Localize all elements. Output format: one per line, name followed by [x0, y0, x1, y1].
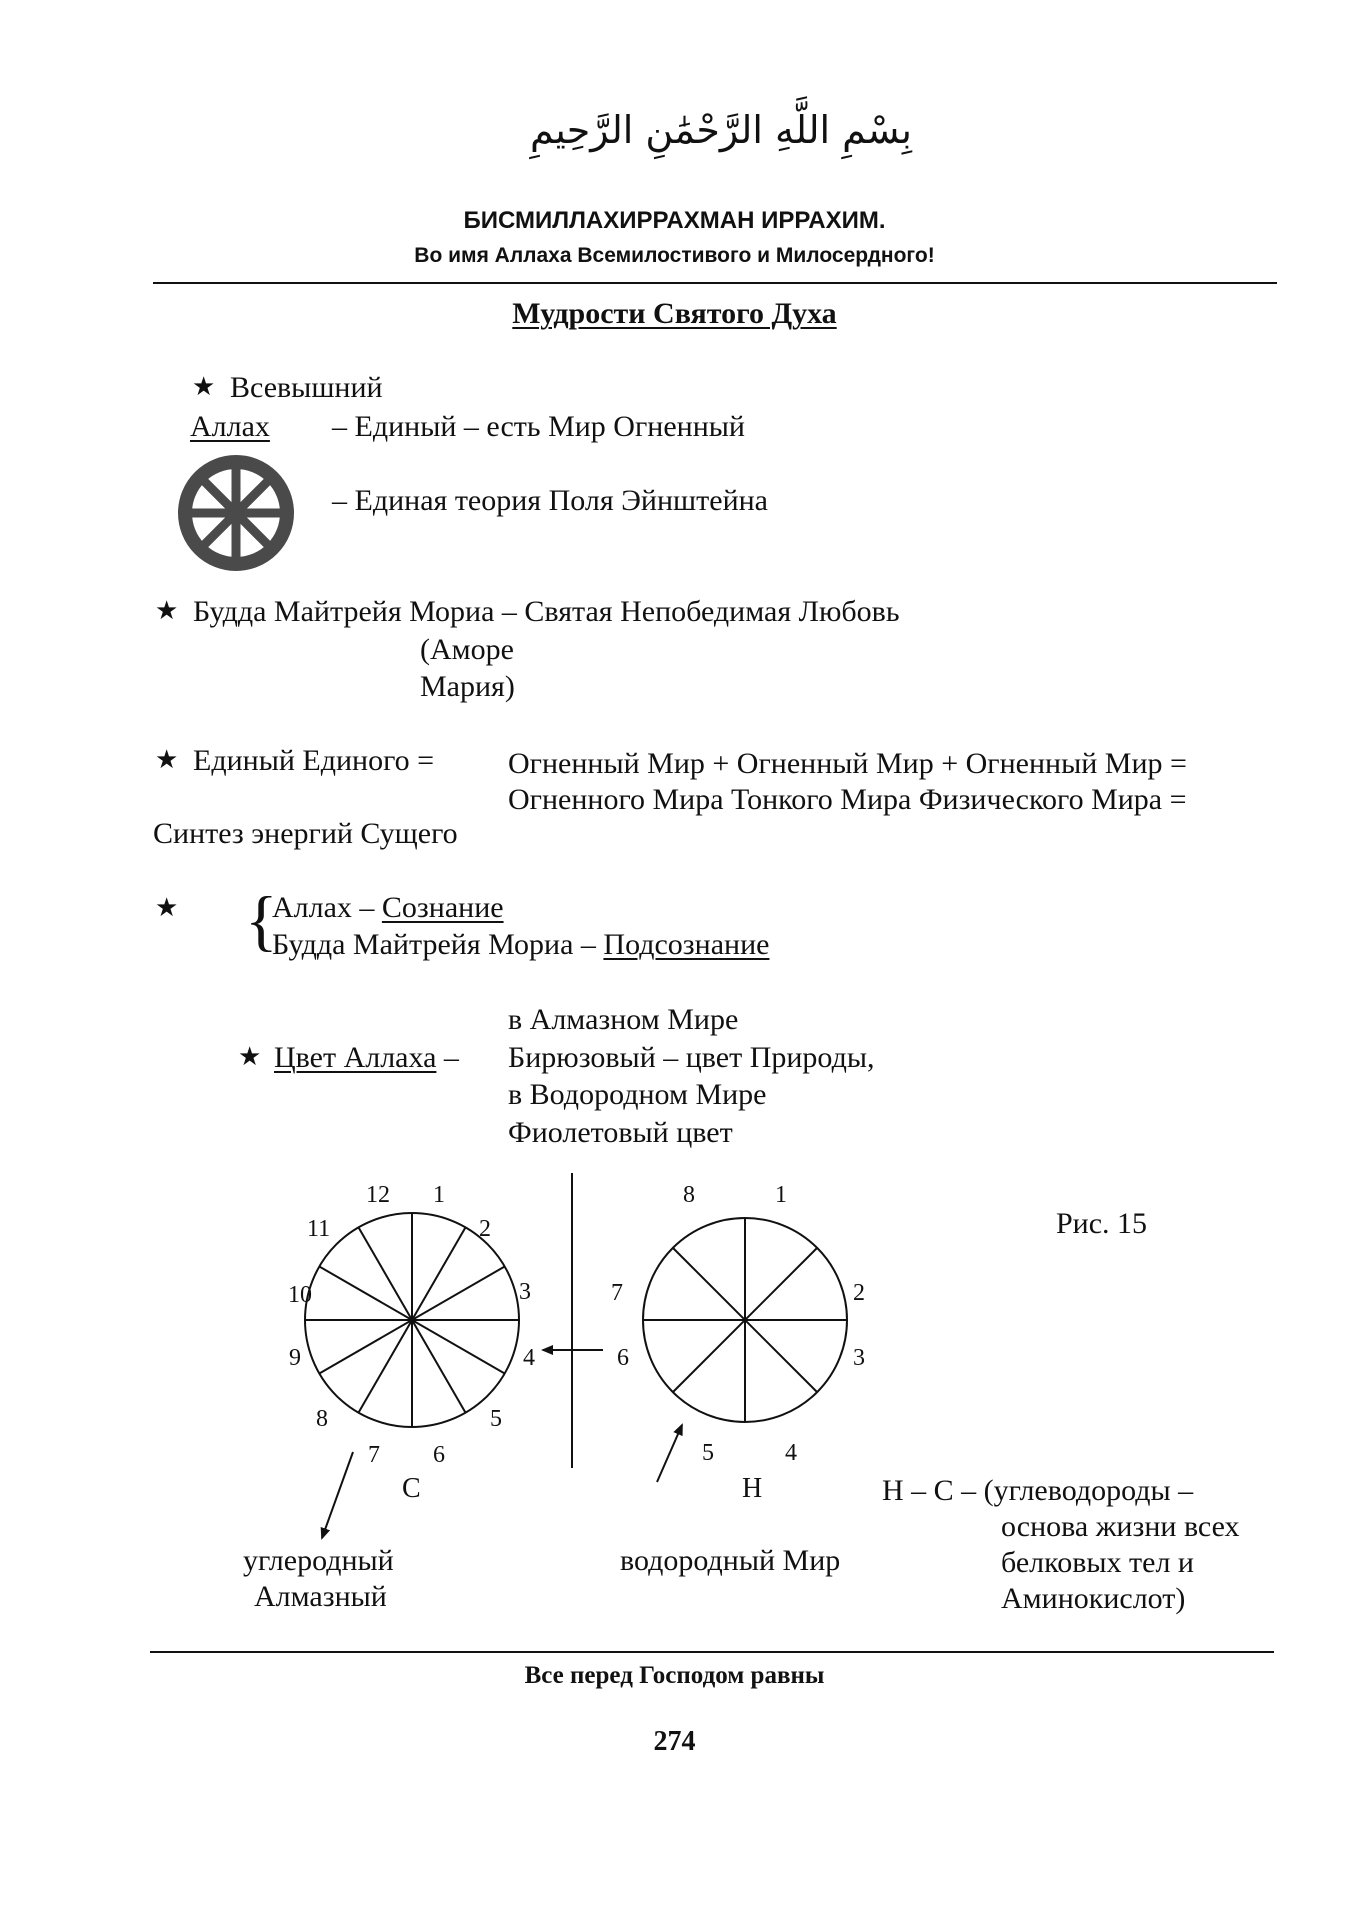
formula-line-4: Аминокислот) — [1001, 1582, 1186, 1615]
left-number-8: 8 — [316, 1406, 328, 1432]
formula-line-2: основа жизни всех — [1001, 1510, 1240, 1543]
header-subtitle: Во имя Аллаха Всемилостивого и Милосердного! — [414, 244, 935, 267]
section4-line2-prefix: Будда Майтрейя Мориа – — [272, 928, 604, 961]
carbon-wheel — [305, 1213, 519, 1427]
section3-right1: Огненный Мир + Огненный Мир + Огненный Мир = — [508, 747, 1187, 780]
page-title: Мудрости Святого Духа — [512, 297, 837, 330]
page-number: 274 — [653, 1726, 696, 1757]
color-line-4: Фиолетовый цвет — [508, 1116, 733, 1149]
color-line-3: в Водородном Мире — [508, 1078, 767, 1111]
formula-line-1: Н – С – (углеводороды – — [882, 1474, 1194, 1507]
left-number-11: 11 — [307, 1216, 331, 1242]
section1-line1: Всевышний — [230, 371, 383, 404]
section4-line1-prefix: Аллах – — [272, 891, 382, 924]
left-number-4: 4 — [523, 1345, 535, 1371]
formula-line-3: белковых тел и — [1001, 1546, 1194, 1579]
section2-line2: (Аморе — [420, 633, 514, 666]
right-number-6: 6 — [617, 1345, 629, 1371]
section2-line3: Мария) — [420, 670, 515, 703]
subconscious-term: Подсознание — [603, 928, 770, 961]
star-bullet-icon: ★ — [155, 745, 179, 774]
footer-motto: Все перед Господом равны — [524, 1662, 825, 1689]
right-number-3: 3 — [853, 1345, 865, 1371]
left-number-6: 6 — [433, 1442, 445, 1468]
carbon-label-2: Алмазный — [254, 1580, 387, 1613]
footer-rule — [150, 1651, 1274, 1653]
hydrogen-label: водородный Мир — [620, 1544, 841, 1577]
left-number-9: 9 — [289, 1345, 301, 1371]
right-number-8: 8 — [683, 1182, 695, 1208]
left-number-7: 7 — [368, 1442, 380, 1468]
star-bullet-icon: ★ — [238, 1042, 262, 1071]
section1-line3: – Единая теория Поля Эйнштейна — [332, 484, 768, 517]
left-number-2: 2 — [479, 1216, 491, 1242]
section3-right2: Огненного Мира Тонкого Мира Физического Мира = — [508, 783, 1187, 816]
left-number-5: 5 — [490, 1406, 502, 1432]
section3-bottom: Синтез энергий Сущего — [153, 817, 458, 850]
color-line-2: Бирюзовый – цвет Природы, — [508, 1041, 875, 1074]
right-number-7: 7 — [611, 1280, 623, 1306]
section1-allah: Аллах — [190, 410, 270, 443]
basmala-transliteration: БИСМИЛЛАХИРРАХМАН ИРРАХИМ. — [463, 207, 886, 234]
hydrogen-letter: H — [742, 1473, 763, 1504]
arrow-to-carbon — [322, 1452, 353, 1538]
color-line-1: в Алмазном Мире — [508, 1003, 739, 1036]
left-number-1: 1 — [433, 1182, 445, 1208]
left-number-10: 10 — [288, 1282, 312, 1308]
arabic-calligraphy: بِسْمِ اللَّهِ الرَّحْمَٰنِ الرَّحِيمِ — [530, 108, 912, 152]
star-bullet-icon: ★ — [155, 596, 179, 625]
left-number-12: 12 — [366, 1182, 390, 1208]
left-number-3: 3 — [519, 1279, 531, 1305]
curly-brace: { — [245, 882, 278, 958]
right-number-4: 4 — [785, 1440, 797, 1466]
color-of-allah-dash: – — [443, 1041, 459, 1074]
section2-line1: Будда Майтрейя Мориа – Святая Непобедимая Любовь — [193, 595, 900, 628]
section1-line2: – Единый – есть Мир Огненный — [332, 410, 745, 443]
right-number-2: 2 — [853, 1280, 865, 1306]
carbon-letter: C — [402, 1473, 421, 1504]
star-bullet-icon: ★ — [192, 372, 216, 401]
star-bullet-icon: ★ — [155, 893, 179, 922]
section3-left: Единый Единого = — [193, 744, 435, 777]
color-of-allah-label: Цвет Аллаха — [274, 1041, 437, 1074]
hydrogen-wheel — [643, 1218, 847, 1422]
consciousness-term: Сознание — [381, 891, 504, 924]
right-number-5: 5 — [702, 1440, 714, 1466]
figure-caption: Рис. 15 — [1056, 1207, 1148, 1240]
right-number-1: 1 — [775, 1182, 787, 1208]
carbon-label-1: углеродный — [243, 1544, 394, 1577]
arrow-to-hydrogen — [657, 1425, 682, 1482]
